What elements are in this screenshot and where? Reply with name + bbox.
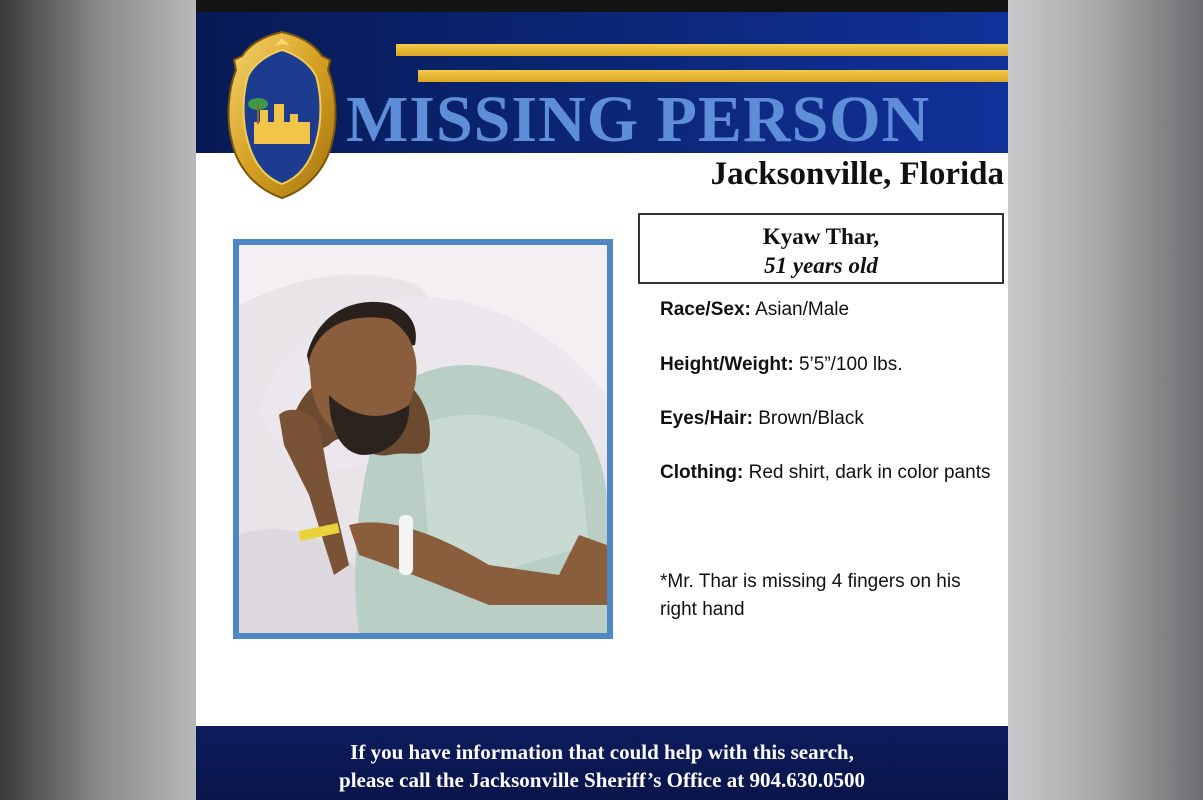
person-photo-frame: [233, 239, 613, 639]
top-bar: [196, 0, 1008, 12]
contact-footer: [196, 726, 1008, 800]
location-heading: Jacksonville, Florida: [710, 156, 1004, 192]
person-name: Kyaw Thar,: [762, 224, 880, 249]
clothing-label: Clothing:: [660, 462, 744, 483]
footer-line-1: If you have information that could help with this search,: [350, 740, 854, 764]
eyes-hair-row: [660, 405, 1000, 433]
person-age: 51 years old: [764, 253, 878, 278]
missing-person-poster: [196, 0, 1008, 800]
clothing-value: Red shirt, dark in color pants: [748, 462, 991, 483]
race-sex-value: Asian/Male: [755, 299, 850, 320]
gold-stripe: [396, 44, 1008, 56]
height-weight-label: Height/Weight:: [660, 354, 794, 375]
missing-fingers-note: *Mr. Thar is missing 4 fingers on his right hand: [660, 571, 961, 620]
height-weight-value: 5’5”/100 lbs.: [798, 354, 903, 375]
eyes-hair-label: Eyes/Hair:: [660, 408, 753, 429]
person-name-box: [638, 213, 1004, 284]
race-sex-label: Race/Sex:: [660, 299, 751, 320]
sheriff-badge-icon: [224, 30, 340, 200]
person-photo: [239, 245, 607, 633]
poster-title: MISSING PERSON: [346, 83, 931, 156]
race-sex-row: [660, 296, 1000, 324]
footer-line-2: please call the Jacksonville Sheriff’s Office at 904.630.0500: [339, 768, 865, 792]
clothing-row: [660, 459, 1000, 487]
height-weight-row: [660, 351, 1000, 379]
eyes-hair-value: Brown/Black: [758, 408, 864, 429]
